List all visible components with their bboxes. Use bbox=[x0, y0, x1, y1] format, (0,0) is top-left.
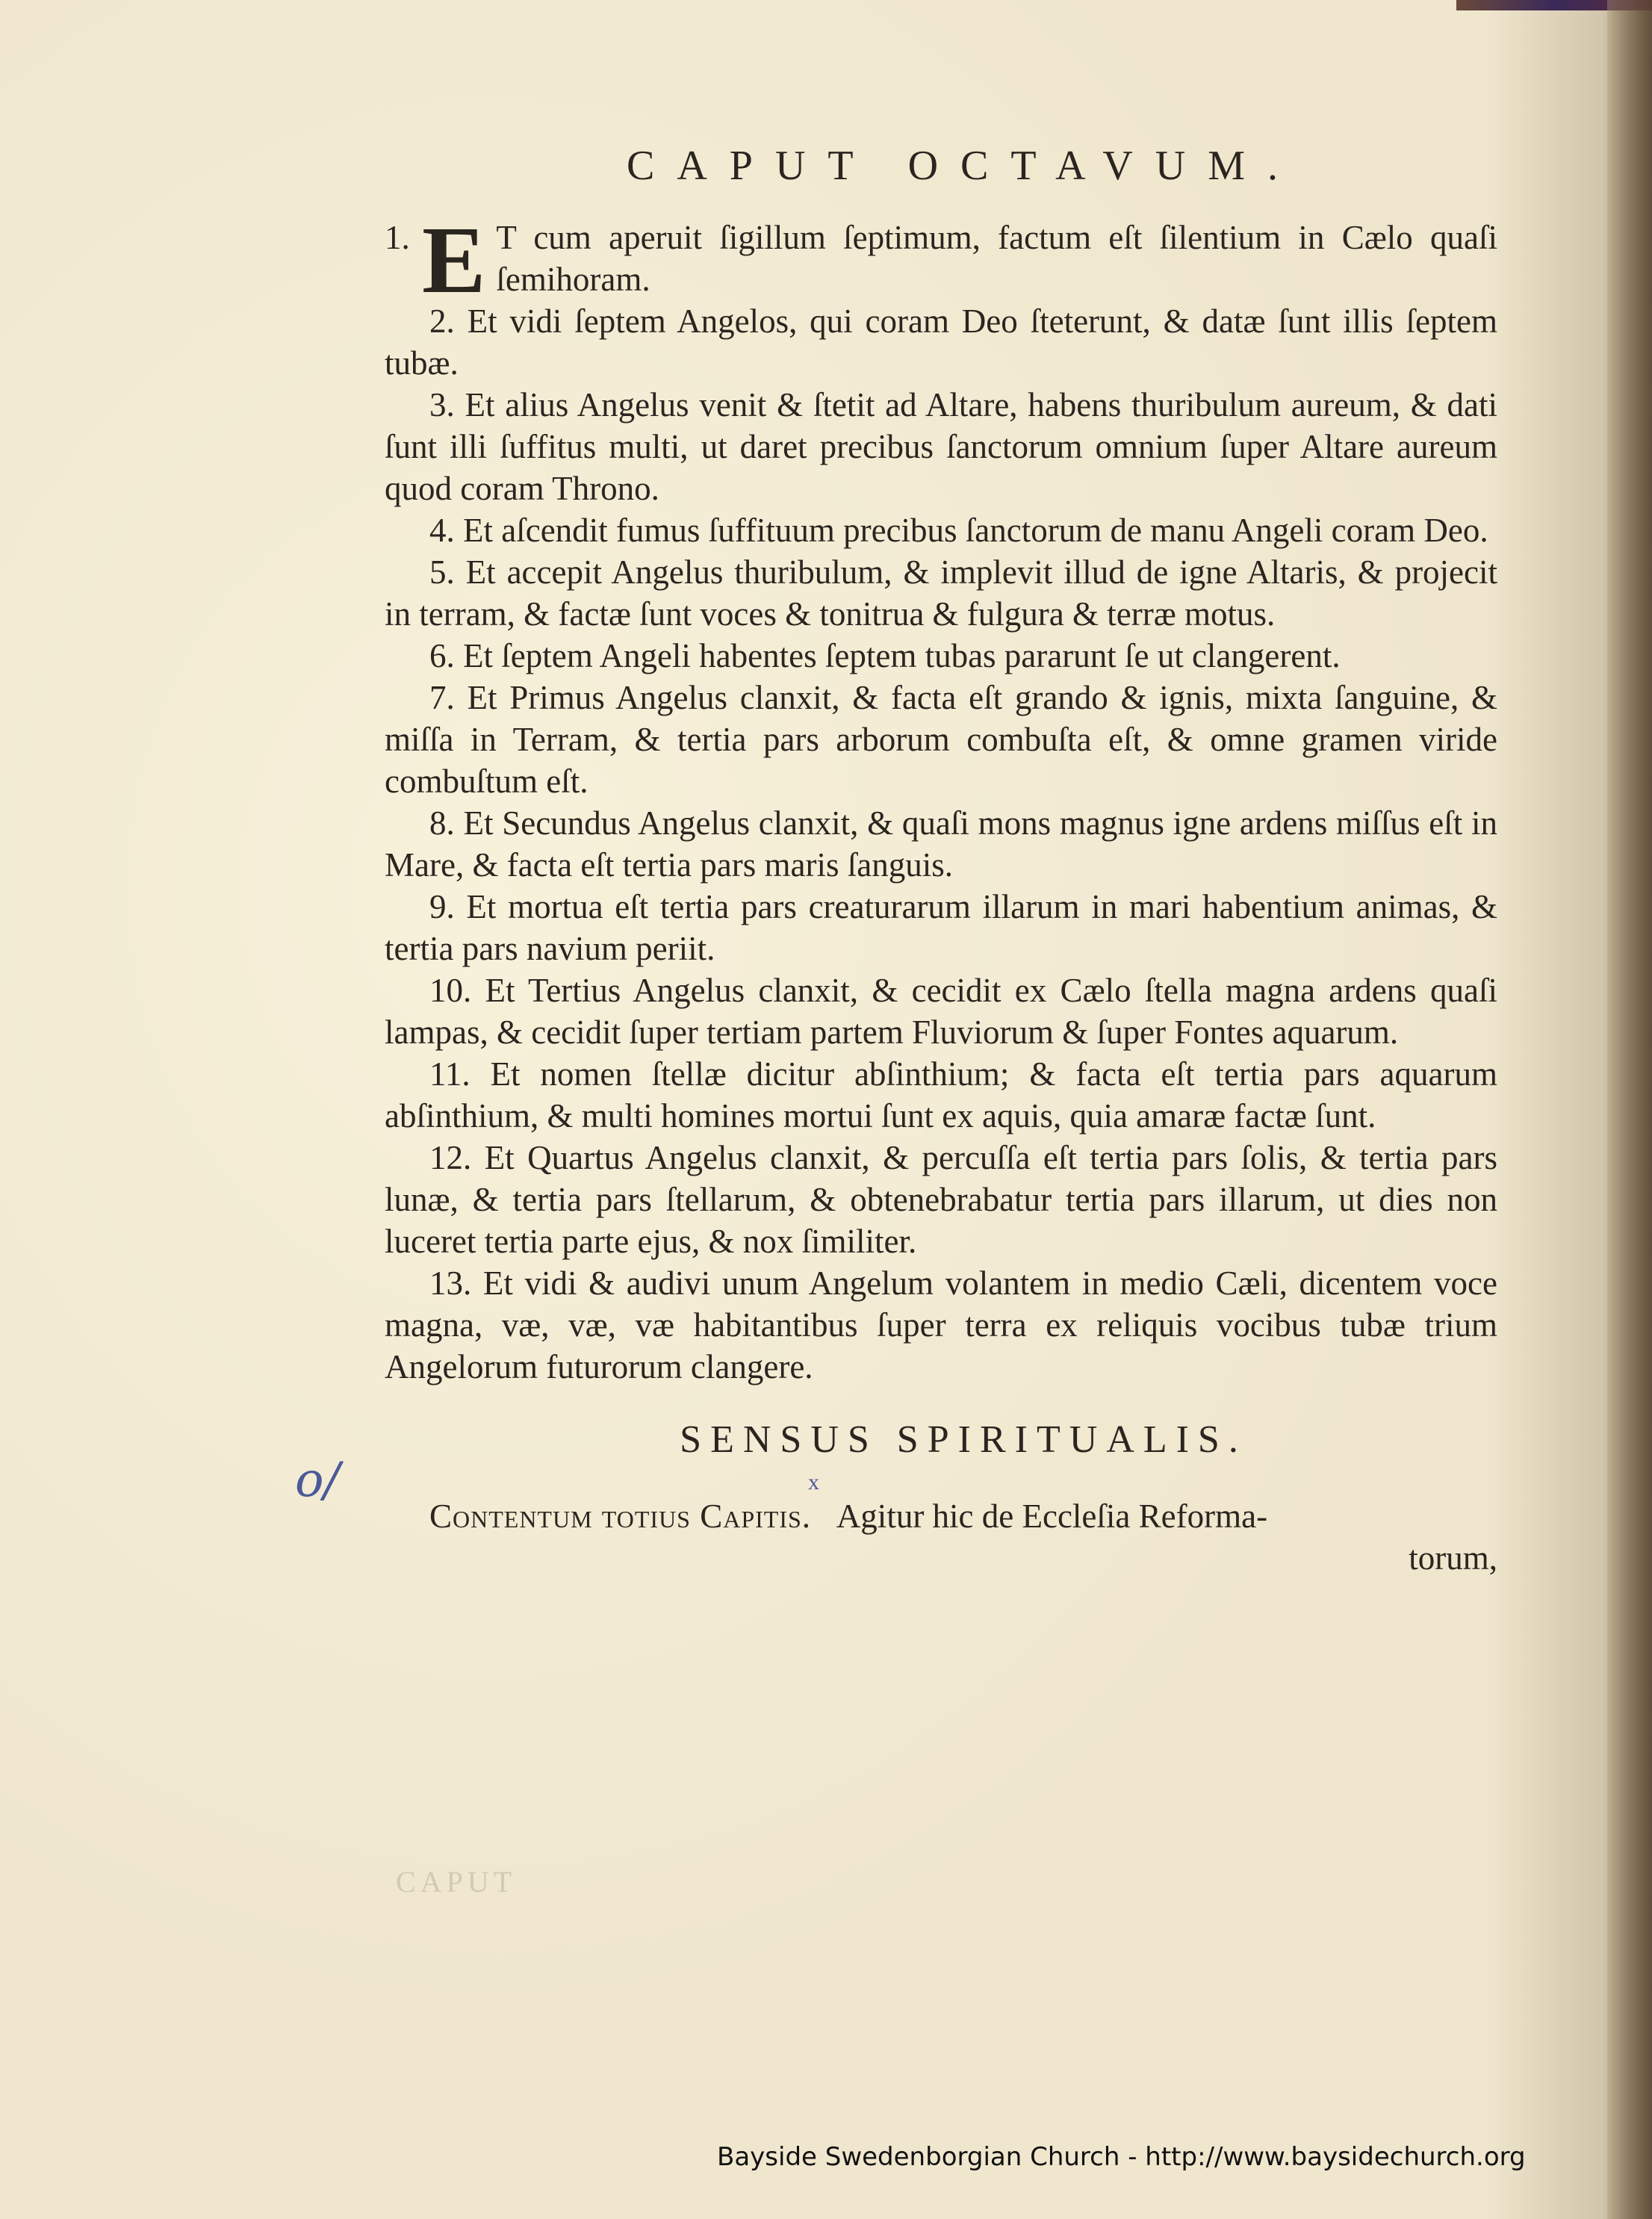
verse bbox=[385, 635, 1497, 677]
verse-text: Et vidi ſeptem Angelos, qui coram Deo ſteterunt, & datæ ſunt illis ſeptem tubæ. bbox=[385, 302, 1497, 382]
verse bbox=[385, 969, 1497, 1053]
verse-text: Et aſcendit fumus ſuffituum precibus ſanctorum de manu Angeli coram Deo. bbox=[463, 512, 1488, 549]
verse bbox=[385, 300, 1497, 384]
footer-credit: Bayside Swedenborgian Church - http://www.baysidechurch.org bbox=[717, 2142, 1526, 2172]
verse-text: Et accepit Angelus thuribulum, & implevit illud de igne Altaris, & projecit in terram, & factæ ſunt voces & tonitrua & fulgura & terræ motus. bbox=[385, 553, 1498, 633]
verse-text: Et Quartus Angelus clanxit, & percuſſa eſt tertia pars ſolis, & tertia pars lunæ, & tertia pars ſtellarum, & obtenebrabatur tertia pars illarum, ut dies non luceret tertia parte ejus, & nox ſimiliter. bbox=[385, 1139, 1497, 1260]
verse-number: 8. bbox=[429, 804, 464, 842]
verse bbox=[385, 677, 1497, 802]
verse-number: 13. bbox=[429, 1264, 483, 1302]
verse-number: 6. bbox=[429, 637, 463, 674]
verse bbox=[385, 886, 1497, 969]
verse-number: 7. bbox=[429, 679, 468, 716]
drop-cap: E bbox=[422, 207, 486, 313]
verse-number: 9. bbox=[429, 888, 467, 925]
verse-number: 3. bbox=[429, 386, 465, 423]
verse-number: 11. bbox=[429, 1055, 491, 1093]
book-spine-shadow bbox=[1607, 0, 1652, 2219]
verse-list bbox=[385, 207, 1498, 1388]
contentum-text: Agitur hic de Eccleſia Reforma- bbox=[836, 1498, 1268, 1535]
verse-text: Et alius Angelus venit & ſtetit ad Altare, habens thuribulum aureum, & dati ſunt illi ſuffitus multi, ut daret precibus ſanctorum omnium ſuper Altare aureum quod coram Throno. bbox=[385, 386, 1498, 507]
verse-number: 10. bbox=[429, 972, 485, 1009]
verse bbox=[385, 551, 1497, 635]
section-title: SENSUS SPIRITUALIS. bbox=[680, 1418, 1247, 1461]
verse-text: Et mortua eſt tertia pars creaturarum illarum in mari habentium animas, & tertia pars navium periit. bbox=[385, 888, 1497, 967]
verse-text: Et ſeptem Angeli habentes ſeptem tubas pararunt ſe ut clangerent. bbox=[463, 637, 1341, 674]
verse-number: 12. bbox=[429, 1139, 485, 1176]
verse bbox=[385, 802, 1497, 886]
bleed-through-text: CAPUT bbox=[396, 1865, 517, 1899]
verse-number: 1. bbox=[385, 219, 410, 256]
verse-text: Et nomen ſtellæ dicitur abſinthium; & facta eſt tertia pars aquarum abſinthium, & multi homines mortui ſunt ex aquis, quia amaræ factæ ſunt. bbox=[385, 1055, 1497, 1135]
verse-text: Et Tertius Angelus clanxit, & cecidit ex Cælo ſtella magna ardens quaſi lampas, & cecidit ſuper tertiam partem Fluviorum & ſuper Fontes aquarum. bbox=[385, 972, 1498, 1051]
chapter-title: CAPUT OCTAVUM. bbox=[627, 143, 1300, 189]
verse bbox=[385, 207, 1497, 313]
contentum-label: Contentum totius Capitis. bbox=[429, 1498, 812, 1535]
contentum-continuation: torum, bbox=[1409, 1539, 1497, 1577]
verse-text: Et Secundus Angelus clanxit, & quaſi mons magnus igne ardens miſſus eſt in Mare, & facta eſt tertia pars maris ſanguis. bbox=[385, 804, 1497, 884]
handwritten-margin-note: o/ bbox=[295, 1453, 341, 1508]
contentum-paragraph bbox=[385, 1495, 1497, 1579]
handwritten-mark: x bbox=[808, 1470, 819, 1495]
verse bbox=[385, 1053, 1497, 1137]
verse-number: 4. bbox=[429, 512, 463, 549]
verse bbox=[385, 509, 1497, 551]
verse-number: 5. bbox=[429, 553, 466, 591]
verse bbox=[385, 384, 1497, 509]
verse-number: 2. bbox=[429, 302, 468, 340]
verse-text: Et Primus Angelus clanxit, & facta eſt grando & ignis, mixta ſanguine, & miſſa in Terram, & tertia pars arborum combuſta eſt, & omne gramen viride combuſtum eſt. bbox=[385, 679, 1497, 800]
text-block bbox=[385, 142, 1497, 1613]
verse bbox=[385, 1262, 1497, 1388]
verse-text: T cum aperuit ſigillum ſeptimum, factum eſt ſilentium in Cælo quaſi ſemihoram. bbox=[496, 219, 1497, 298]
verse bbox=[385, 1137, 1497, 1262]
verse-text: Et vidi & audivi unum Angelum volantem in medio Cæli, dicentem voce magna, væ, væ, væ habitantibus ſuper terra ex reliquis vocibus tubæ trium Angelorum futurorum clangere. bbox=[385, 1264, 1497, 1385]
